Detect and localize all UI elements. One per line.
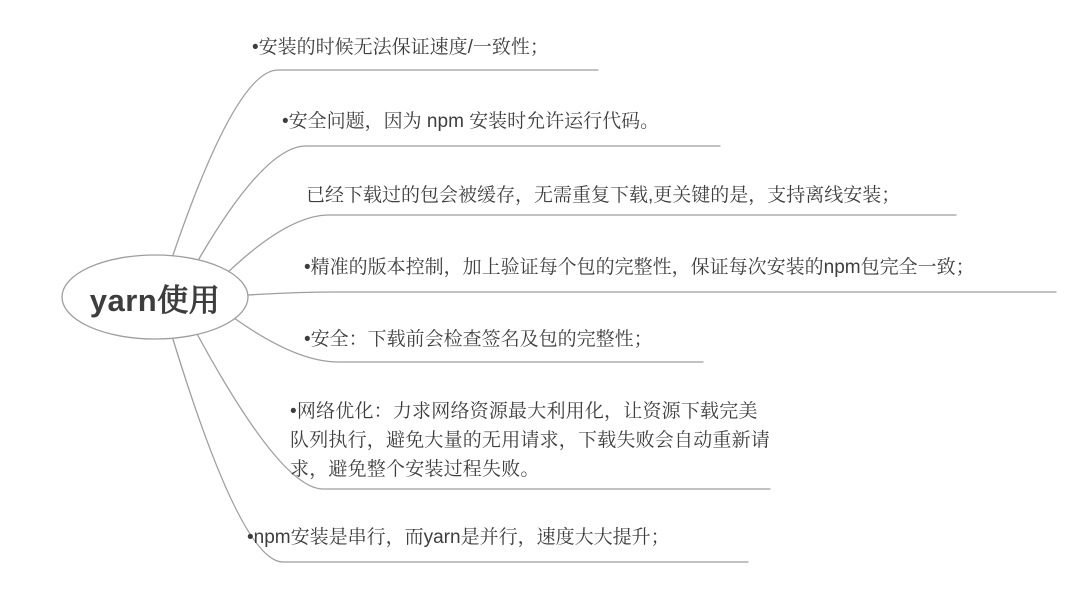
branch-node-6[interactable]: •网络优化：力求网络资源最大利用化，让资源下载完美队列执行，避免大量的无用请求，下载失败会自动重新请求，避免整个安装过程失败。 [290,401,771,480]
branch-node-5[interactable]: •安全：下载前会检查签名及包的完整性； [304,329,653,350]
branch-node-3[interactable]: 已经下载过的包会被缓存，无需重复下载,更关键的是，支持离线安装； [306,185,901,206]
branch-1-connector [172,70,598,258]
central-topic[interactable]: yarn使用 [89,282,221,318]
branch-4-connector [248,292,1056,295]
branch-node-4[interactable]: •精准的版本控制，加上验证每个包的完整性，保证每次安装的npm包完全一致； [304,257,975,278]
branch-node-1[interactable]: •安装的时候无法保证速度/一致性； [252,37,549,58]
branch-node-7[interactable]: •npm安装是串行，而yarn是并行，速度大大提升； [247,527,670,548]
branch-node-2[interactable]: •安全问题，因为 npm 安装时允许运行代码。 [282,111,660,132]
